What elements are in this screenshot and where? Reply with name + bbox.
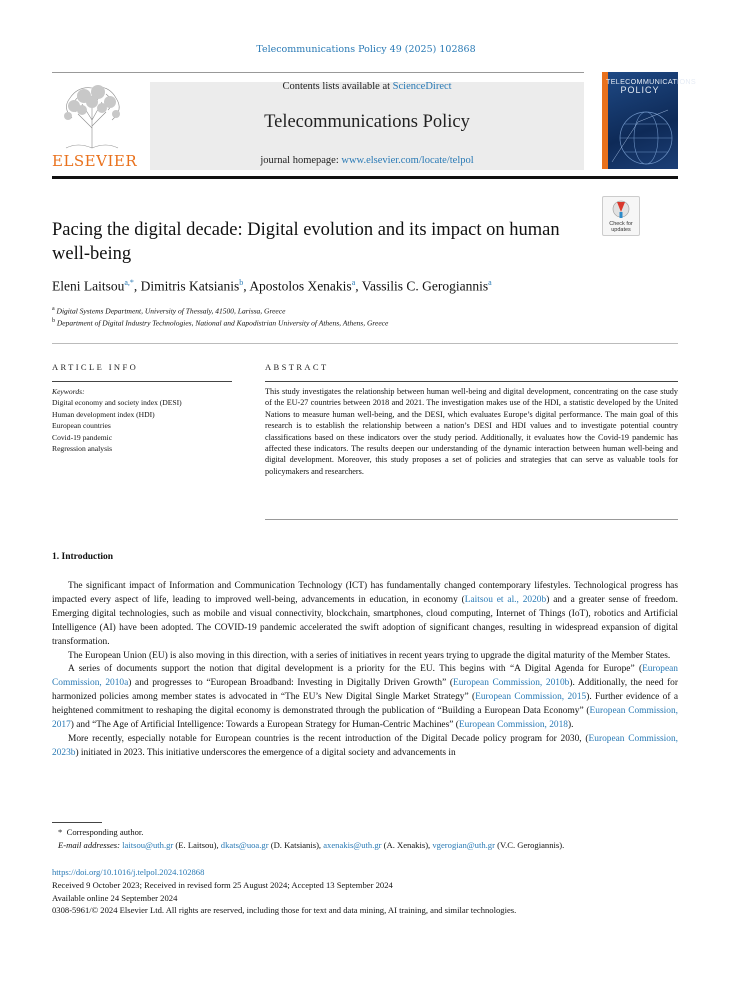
author-name[interactable]: Apostolos Xenakis: [249, 278, 352, 294]
intro-text: ) and “The Age of Artificial Intelligence: Towards a European Strategy for Human-Centric Machines” (: [70, 720, 459, 731]
cover-globe-graphic: [608, 102, 678, 169]
affiliation-b: [52, 318, 678, 328]
footnote-block: [52, 826, 678, 852]
author-affiliation-marker[interactable]: a: [351, 278, 356, 287]
intro-text: The significant impact of Information and Communication Technology (ICT) has fundamentally changed contemporary lifestyles. Technological progress has impacted every aspect of life, leading to improved well-being, advancements in education, in economy (: [52, 581, 678, 605]
email-addresses-line: [52, 839, 678, 852]
author-name[interactable]: Vassilis C. Gerogiannis: [361, 278, 489, 294]
affiliation-a-text: Digital Systems Department, University of Thessaly, 41500, Larissa, Greece: [56, 306, 286, 316]
intro-paragraph-3: [52, 663, 678, 733]
elsevier-wordmark: ELSEVIER: [52, 152, 138, 170]
corresponding-author-note: [52, 826, 678, 839]
intro-paragraph-4: [52, 733, 678, 761]
available-online-date: Available online 24 September 2024: [52, 892, 178, 903]
keyword-item: Covid-19 pandemic: [52, 432, 113, 442]
article-title: Pacing the digital decade: Digital evolution and its impact on human well-being: [52, 220, 560, 264]
received-dates: Received 9 October 2023; Received in revised form 25 August 2024; Accepted 13 September 2024: [52, 879, 393, 890]
crossmark-icon: [612, 200, 630, 220]
email-label: E-mail addresses:: [58, 840, 120, 850]
contents-line: [150, 81, 584, 92]
author-affiliation-marker[interactable]: b: [239, 278, 244, 287]
email-link[interactable]: dkats@uoa.gr: [220, 840, 269, 850]
corresponding-author-label: Corresponding author.: [66, 827, 144, 837]
citation-link[interactable]: European Commission, 2010b: [452, 678, 570, 689]
introduction-heading: 1. Introduction: [52, 552, 114, 562]
journal-homepage-link[interactable]: www.elsevier.com/locate/telpol: [341, 155, 474, 166]
citation-link[interactable]: European Commission, 2018: [458, 720, 568, 731]
citation-link[interactable]: European Commission, 2023b: [52, 733, 678, 758]
intro-text: More recently, especially notable for European countries is the recent introduction of the Digital Decade policy program for 2030, (: [68, 733, 589, 744]
affiliation-b-text: Department of Digital Industry Technologies, National and Kapodistrian University of Athens, Athens, Greece: [56, 318, 389, 328]
keyword-item: Digital economy and society index (DESI): [52, 398, 182, 408]
keyword-item: European countries: [52, 421, 111, 431]
affiliation-a-marker: a: [52, 306, 55, 312]
intro-text: A series of documents support the notion that digital development is a priority for the EU. This begins with “A Digital Agenda for Europe” (: [68, 664, 643, 675]
abstract-text: This study investigates the relationship between human well-being and digital development, concentrating on the case study of the EU-27 countries between 2018 and 2021. The investigation makes use of the HDI, a statistic developed by the United Nations to measure human well-being, and the DESI, which evaluates Europe’s digital performance. The main goal of this research is to establish the relationship between a nation’s DESI and HDI values and to investigate potential country classifications based on these indicators over the study period. Additionally, it evaluates how the Covid-19 pandemic has affected these indicators. The results deepen our understanding of the dynamic interaction between human well-being and digital development. Moreover, this study proposes a set of policies and strategies that can serve as valuable tools for policymakers and researchers.: [265, 387, 678, 476]
header-thick-rule: [52, 176, 678, 179]
citation-link[interactable]: European Commission, 2010a: [52, 664, 678, 689]
author-affiliation-marker[interactable]: a: [488, 278, 492, 287]
email-owner: (A. Xenakis),: [383, 840, 431, 850]
email-owner: (D. Katsianis),: [270, 840, 322, 850]
footnote-rule: [52, 822, 102, 823]
check-for-updates-button[interactable]: [602, 196, 640, 236]
author-name[interactable]: Dimitris Katsianis: [140, 278, 240, 294]
article-info-rule: [52, 343, 678, 344]
cover-title-line-1: TELECOMMUNICATIONS: [606, 77, 696, 86]
abstract-caption-rule: [265, 381, 678, 382]
copyright-notice: 0308-5961/© 2024 Elsevier Ltd. All rights are reserved, including those for text and data mining, AI training, and similar technologies.: [52, 905, 517, 916]
citation-link[interactable]: Laitsou et al., 2020b: [464, 594, 547, 605]
sciencedirect-link[interactable]: ScienceDirect: [392, 81, 452, 92]
article-info-caption: ARTICLE INFO: [52, 362, 139, 372]
keywords-label: Keywords:: [52, 387, 85, 396]
author-affiliation-marker[interactable]: a,*: [124, 278, 134, 287]
intro-text: ) and progresses to “European Broadband: Investing in Digitally Driven Growth” (: [128, 678, 453, 689]
cover-title-line-2: POLICY: [620, 85, 660, 95]
email-owner: (V.C. Gerogiannis).: [497, 840, 565, 850]
footnote-star: *: [58, 827, 63, 837]
doi-link[interactable]: https://doi.org/10.1016/j.telpol.2024.102868: [52, 867, 205, 877]
affiliation-a: [52, 306, 678, 316]
email-owner: (E. Laitsou),: [175, 840, 219, 850]
author-list: Eleni Laitsou$^{a,*}$, Dimitris Katsianis$^b$, Apostolos Xenakis$^a$, Vassilis C. Gerogiannis$^a$: [52, 278, 492, 294]
article-info-caption-rule: [52, 381, 232, 382]
keyword-item: Regression analysis: [52, 444, 113, 454]
author-name[interactable]: Eleni Laitsou: [52, 278, 125, 294]
journal-cover-image[interactable]: [602, 72, 696, 169]
keyword-item: Human development index (HDI): [52, 409, 155, 419]
keywords-block: [52, 386, 242, 454]
email-link[interactable]: axenakis@uth.gr: [323, 840, 382, 850]
introduction-body: [52, 580, 678, 761]
email-link[interactable]: vgerogian@uth.gr: [432, 840, 495, 850]
abstract-caption: ABSTRACT: [265, 362, 329, 372]
citation-link[interactable]: European Commission, 2017: [52, 706, 678, 731]
check-for-updates-label: Check for updates: [609, 221, 633, 233]
intro-paragraph-1: [52, 580, 678, 650]
affiliation-b-marker: b: [52, 318, 55, 324]
contents-prefix: Contents lists available at: [282, 81, 393, 92]
journal-title: Telecommunications Policy: [264, 112, 470, 132]
abstract-bottom-rule: [265, 519, 678, 520]
intro-text: ). Additionally, the need for harmonized policies among member states is advocated in “The EU’s New Digital Single Market Strategy” (: [52, 678, 678, 703]
homepage-line: [150, 155, 584, 166]
cover-title: [606, 77, 696, 95]
email-link[interactable]: laitsou@uth.gr: [122, 840, 174, 850]
intro-text: ). Further evidence of a heightened commitment to reshaping the digital economy is demonstrated through the publication of “Building a European Data Economy” (: [52, 692, 678, 717]
publication-info: [52, 866, 678, 917]
homepage-prefix: journal homepage:: [260, 155, 342, 166]
intro-text: ).: [567, 720, 574, 731]
journal-reference-link[interactable]: Telecommunications Policy 49 (2025) 102868: [256, 44, 476, 55]
intro-paragraph-2: The European Union (EU) is also moving in this direction, with a series of initiatives in recent years trying to upgrade the digital maturity of the Member States.: [68, 650, 671, 661]
intro-text: ) initiated in 2023. This initiative underscores the emergence of a digital society and advancements in: [75, 747, 456, 758]
intro-text: ) and a greater sense of freedom. Emerging digital technologies, such as mobile and visual connectivity, blockchain, smartphones, cloud computing, Internet of Things (IoT), robotics and Artificial Intelligence (AI) have been adopted. The COVID-19 pandemic accelerated the swift adoption of significant changes, resulting in widespread expansion of digital transformation.: [52, 594, 678, 647]
header-top-rule: [52, 72, 584, 73]
citation-link[interactable]: European Commission, 2015: [475, 692, 587, 703]
